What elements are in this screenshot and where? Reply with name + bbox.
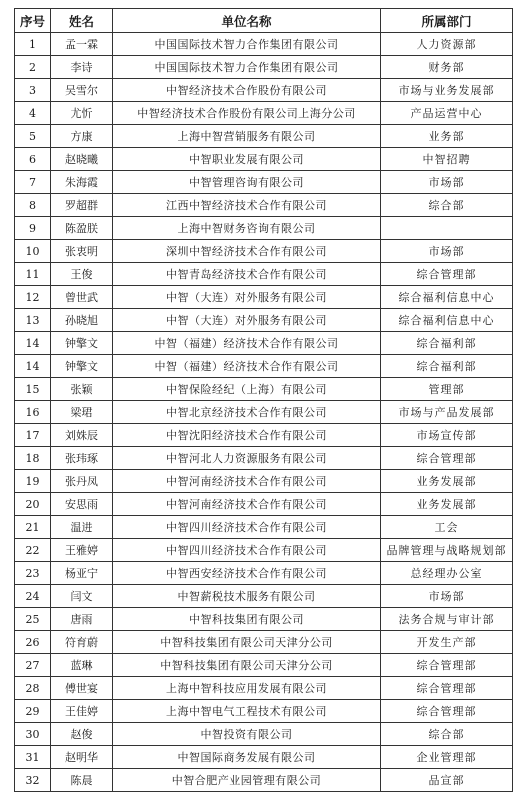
cell-department: 市场与产品发展部 <box>381 401 513 424</box>
table-row <box>15 723 513 746</box>
table-row <box>15 401 513 424</box>
cell-company: 中智保险经纪（上海）有限公司 <box>113 378 381 401</box>
table-row <box>15 33 513 56</box>
cell-name: 吴雪尔 <box>51 79 113 102</box>
cell-name: 钟擎文 <box>51 332 113 355</box>
table-row <box>15 171 513 194</box>
cell-department: 总经理办公室 <box>381 562 513 585</box>
cell-name: 王俊 <box>51 263 113 286</box>
cell-index: 29 <box>15 700 51 723</box>
table-header <box>15 9 513 33</box>
table-row <box>15 378 513 401</box>
cell-index: 20 <box>15 493 51 516</box>
cell-department: 综合管理部 <box>381 700 513 723</box>
cell-index: 24 <box>15 585 51 608</box>
table-row <box>15 608 513 631</box>
cell-department: 综合管理部 <box>381 263 513 286</box>
cell-company: 中智合肥产业园管理有限公司 <box>113 769 381 792</box>
cell-company: 上海中智科技应用发展有限公司 <box>113 677 381 700</box>
cell-company: 中智职业发展有限公司 <box>113 148 381 171</box>
cell-company: 中智管理咨询有限公司 <box>113 171 381 194</box>
cell-index: 32 <box>15 769 51 792</box>
table-row <box>15 286 513 309</box>
cell-index: 11 <box>15 263 51 286</box>
cell-name: 陈晨 <box>51 769 113 792</box>
table-row <box>15 217 513 240</box>
cell-name: 曾世武 <box>51 286 113 309</box>
table-row <box>15 516 513 539</box>
cell-name: 钟擎文 <box>51 355 113 378</box>
cell-department: 人力资源部 <box>381 33 513 56</box>
table-row <box>15 424 513 447</box>
cell-index: 14 <box>15 355 51 378</box>
cell-name: 张颖 <box>51 378 113 401</box>
cell-index: 12 <box>15 286 51 309</box>
cell-name: 赵晓曦 <box>51 148 113 171</box>
document-page <box>14 8 513 792</box>
cell-company: 上海中智电气工程技术有限公司 <box>113 700 381 723</box>
cell-department: 管理部 <box>381 378 513 401</box>
cell-index: 6 <box>15 148 51 171</box>
cell-department: 综合福利部 <box>381 355 513 378</box>
cell-index: 18 <box>15 447 51 470</box>
cell-company: 中智经济技术合作股份有限公司上海分公司 <box>113 102 381 125</box>
table-row <box>15 79 513 102</box>
cell-name: 赵俊 <box>51 723 113 746</box>
table-row <box>15 700 513 723</box>
cell-company: 中国国际技术智力合作集团有限公司 <box>113 33 381 56</box>
cell-company: 中智经济技术合作股份有限公司 <box>113 79 381 102</box>
cell-department: 市场部 <box>381 171 513 194</box>
cell-index: 27 <box>15 654 51 677</box>
cell-name: 闫文 <box>51 585 113 608</box>
cell-name: 孟一霖 <box>51 33 113 56</box>
table-row <box>15 769 513 792</box>
header-row <box>15 9 513 33</box>
table-row <box>15 654 513 677</box>
cell-index: 26 <box>15 631 51 654</box>
cell-department: 综合管理部 <box>381 677 513 700</box>
cell-company: 中智沈阳经济技术合作有限公司 <box>113 424 381 447</box>
table-row <box>15 194 513 217</box>
cell-index: 13 <box>15 309 51 332</box>
cell-company: 中智青岛经济技术合作有限公司 <box>113 263 381 286</box>
table-row <box>15 539 513 562</box>
cell-index: 21 <box>15 516 51 539</box>
cell-company: 中智河南经济技术合作有限公司 <box>113 470 381 493</box>
cell-company: 中智科技集团有限公司天津分公司 <box>113 631 381 654</box>
cell-department: 综合部 <box>381 194 513 217</box>
table-row <box>15 148 513 171</box>
cell-name: 陈盈朕 <box>51 217 113 240</box>
cell-department <box>381 217 513 240</box>
cell-index: 23 <box>15 562 51 585</box>
cell-company: 深圳中智经济技术合作有限公司 <box>113 240 381 263</box>
cell-name: 赵明华 <box>51 746 113 769</box>
cell-name: 方康 <box>51 125 113 148</box>
cell-department: 财务部 <box>381 56 513 79</box>
cell-department: 市场部 <box>381 585 513 608</box>
table-row <box>15 470 513 493</box>
cell-index: 15 <box>15 378 51 401</box>
table-row <box>15 631 513 654</box>
cell-department: 产品运营中心 <box>381 102 513 125</box>
cell-company: 中智北京经济技术合作有限公司 <box>113 401 381 424</box>
cell-department: 法务合规与审计部 <box>381 608 513 631</box>
table-row <box>15 263 513 286</box>
table-row <box>15 562 513 585</box>
cell-index: 8 <box>15 194 51 217</box>
cell-company: 中智（福建）经济技术合作有限公司 <box>113 332 381 355</box>
cell-name: 尤忻 <box>51 102 113 125</box>
cell-name: 蓝琳 <box>51 654 113 677</box>
cell-name: 王佳婷 <box>51 700 113 723</box>
cell-department: 业务部 <box>381 125 513 148</box>
cell-company: 中智科技集团有限公司天津分公司 <box>113 654 381 677</box>
cell-department: 综合管理部 <box>381 654 513 677</box>
cell-name: 孙晓旭 <box>51 309 113 332</box>
cell-company: 中智四川经济技术合作有限公司 <box>113 539 381 562</box>
cell-index: 19 <box>15 470 51 493</box>
table-row <box>15 56 513 79</box>
cell-department: 业务发展部 <box>381 470 513 493</box>
cell-index: 4 <box>15 102 51 125</box>
cell-index: 10 <box>15 240 51 263</box>
cell-company: 中智（大连）对外服务有限公司 <box>113 286 381 309</box>
cell-index: 2 <box>15 56 51 79</box>
cell-department: 企业管理部 <box>381 746 513 769</box>
header-index: 序号 <box>15 9 51 33</box>
table-row <box>15 240 513 263</box>
cell-name: 唐雨 <box>51 608 113 631</box>
cell-company: 江西中智经济技术合作有限公司 <box>113 194 381 217</box>
table-row <box>15 493 513 516</box>
cell-company: 中智河南经济技术合作有限公司 <box>113 493 381 516</box>
cell-index: 22 <box>15 539 51 562</box>
cell-index: 7 <box>15 171 51 194</box>
cell-index: 31 <box>15 746 51 769</box>
cell-company: 中智四川经济技术合作有限公司 <box>113 516 381 539</box>
table-row <box>15 355 513 378</box>
cell-department: 品牌管理与战略规划部 <box>381 539 513 562</box>
cell-company: 上海中智营销服务有限公司 <box>113 125 381 148</box>
cell-company: 中智薪税技术服务有限公司 <box>113 585 381 608</box>
cell-department: 业务发展部 <box>381 493 513 516</box>
cell-index: 5 <box>15 125 51 148</box>
cell-company: 中智河北人力资源服务有限公司 <box>113 447 381 470</box>
cell-company: 中智（大连）对外服务有限公司 <box>113 309 381 332</box>
cell-department: 综合部 <box>381 723 513 746</box>
cell-name: 李诗 <box>51 56 113 79</box>
cell-department: 品宣部 <box>381 769 513 792</box>
cell-name: 梁珺 <box>51 401 113 424</box>
cell-index: 16 <box>15 401 51 424</box>
cell-index: 9 <box>15 217 51 240</box>
table-row <box>15 677 513 700</box>
cell-index: 28 <box>15 677 51 700</box>
table-row <box>15 309 513 332</box>
cell-company: 中智投资有限公司 <box>113 723 381 746</box>
table-body <box>15 33 513 792</box>
cell-name: 安思雨 <box>51 493 113 516</box>
cell-index: 30 <box>15 723 51 746</box>
cell-name: 温进 <box>51 516 113 539</box>
staff-table <box>14 8 513 792</box>
cell-department: 中智招聘 <box>381 148 513 171</box>
cell-index: 25 <box>15 608 51 631</box>
cell-name: 张丹凤 <box>51 470 113 493</box>
cell-company: 中国国际技术智力合作集团有限公司 <box>113 56 381 79</box>
cell-department: 工会 <box>381 516 513 539</box>
cell-name: 张玮琢 <box>51 447 113 470</box>
cell-department: 市场宣传部 <box>381 424 513 447</box>
cell-department: 综合福利部 <box>381 332 513 355</box>
cell-department: 市场与业务发展部 <box>381 79 513 102</box>
cell-name: 杨亚宁 <box>51 562 113 585</box>
table-row <box>15 125 513 148</box>
cell-index: 14 <box>15 332 51 355</box>
cell-company: 中智国际商务发展有限公司 <box>113 746 381 769</box>
cell-name: 刘姝辰 <box>51 424 113 447</box>
cell-department: 综合福利信息中心 <box>381 309 513 332</box>
cell-company: 中智（福建）经济技术合作有限公司 <box>113 355 381 378</box>
cell-name: 朱海霞 <box>51 171 113 194</box>
cell-name: 王雅婷 <box>51 539 113 562</box>
table-row <box>15 332 513 355</box>
cell-department: 综合福利信息中心 <box>381 286 513 309</box>
cell-name: 张衷明 <box>51 240 113 263</box>
table-row <box>15 746 513 769</box>
table-row <box>15 102 513 125</box>
cell-department: 市场部 <box>381 240 513 263</box>
cell-index: 17 <box>15 424 51 447</box>
cell-company: 中智西安经济技术合作有限公司 <box>113 562 381 585</box>
cell-name: 符育蔚 <box>51 631 113 654</box>
cell-department: 综合管理部 <box>381 447 513 470</box>
header-company: 单位名称 <box>113 9 381 33</box>
cell-index: 3 <box>15 79 51 102</box>
cell-department: 开发生产部 <box>381 631 513 654</box>
header-name: 姓名 <box>51 9 113 33</box>
cell-company: 上海中智财务咨询有限公司 <box>113 217 381 240</box>
cell-index: 1 <box>15 33 51 56</box>
cell-name: 傅世宴 <box>51 677 113 700</box>
cell-company: 中智科技集团有限公司 <box>113 608 381 631</box>
header-department: 所属部门 <box>381 9 513 33</box>
cell-name: 罗超群 <box>51 194 113 217</box>
table-row <box>15 585 513 608</box>
table-row <box>15 447 513 470</box>
